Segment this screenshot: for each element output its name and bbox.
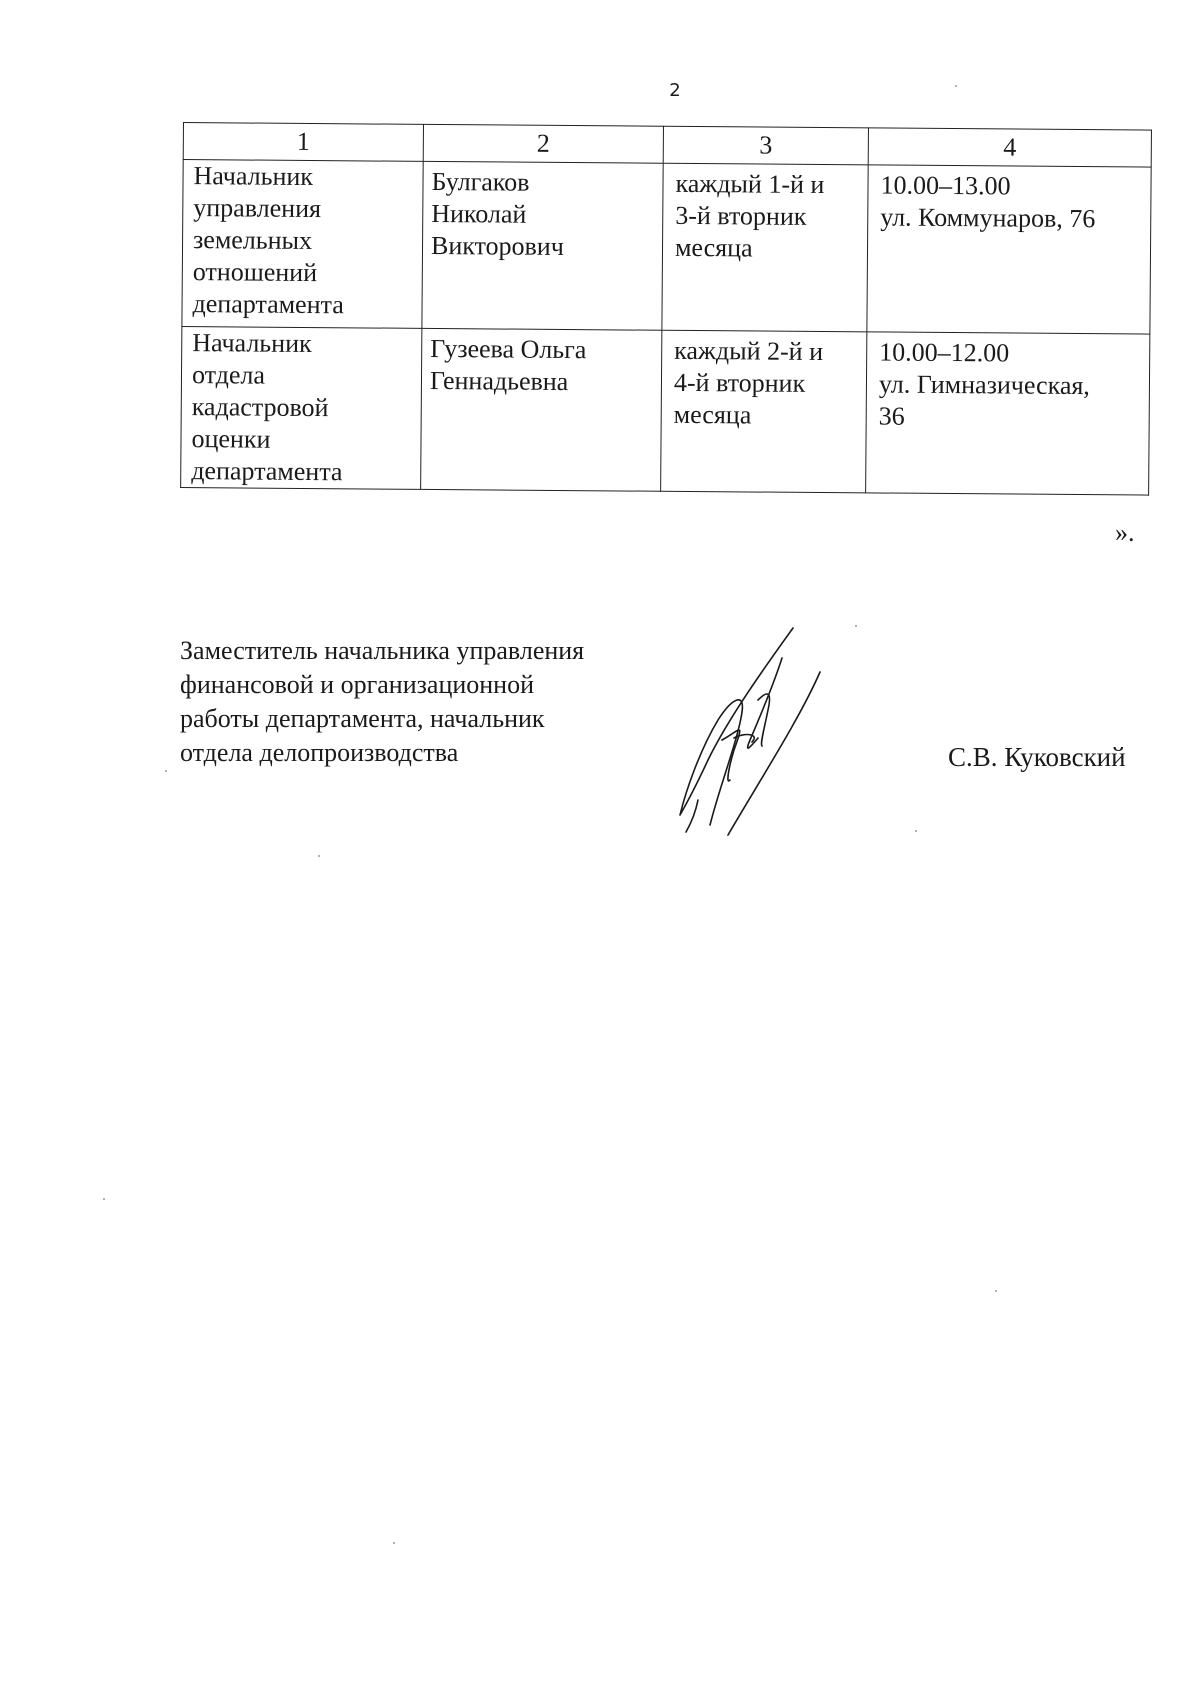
text-line: департамента bbox=[192, 289, 344, 320]
time-place-cell bbox=[867, 165, 1151, 334]
text-line: департамента bbox=[191, 456, 343, 487]
text-line: работы департамента, начальник bbox=[180, 704, 545, 733]
text-line: финансовой и организационной bbox=[180, 670, 535, 699]
scan-speck bbox=[393, 1542, 395, 1544]
text-line: Гузеева Ольга bbox=[430, 333, 587, 365]
scan-speck bbox=[103, 1198, 105, 1200]
scan-speck bbox=[318, 855, 320, 857]
scan-speck bbox=[165, 770, 167, 772]
time-place-cell bbox=[866, 332, 1150, 495]
scan-speck bbox=[915, 830, 917, 832]
table-row bbox=[182, 160, 1151, 335]
text-line: каждый 1-й и bbox=[675, 168, 825, 200]
text-line: управления bbox=[193, 193, 322, 224]
text-line: ул. Гимназическая, bbox=[878, 369, 1090, 401]
text-line: 3-й вторник bbox=[675, 200, 807, 231]
text-line: 36 bbox=[878, 401, 905, 431]
scan-speck bbox=[855, 625, 857, 627]
text-line: отдела bbox=[191, 360, 266, 390]
text-line: отношений bbox=[192, 257, 318, 288]
text-line: 4-й вторник bbox=[673, 367, 806, 398]
table-row bbox=[181, 326, 1150, 495]
signer-title bbox=[180, 634, 700, 770]
text-line: Булгаков bbox=[431, 166, 530, 197]
schedule-cell bbox=[661, 330, 867, 493]
text-line: месяца bbox=[673, 399, 752, 430]
handwritten-signature bbox=[650, 620, 880, 840]
text-line: земельных bbox=[192, 225, 313, 256]
name-cell bbox=[421, 328, 662, 491]
scan-speck bbox=[955, 85, 957, 87]
text-line: оценки bbox=[191, 424, 271, 454]
scan-speck bbox=[995, 1290, 997, 1292]
text-line: 10.00–13.00 bbox=[880, 170, 1011, 201]
column-number-2: 2 bbox=[423, 124, 663, 163]
text-line: Викторович bbox=[430, 230, 564, 261]
text-line: 10.00–12.00 bbox=[879, 337, 1010, 368]
schedule-cell bbox=[662, 163, 868, 332]
text-line: Начальник bbox=[193, 161, 314, 192]
text-line: отдела делопроизводства bbox=[180, 738, 459, 767]
text-line: ул. Коммунаров, 76 bbox=[880, 202, 1096, 234]
signer-name: С.В. Куковский bbox=[948, 742, 1126, 772]
text-line: месяца bbox=[674, 232, 753, 263]
column-number-1: 1 bbox=[183, 123, 423, 162]
position-cell bbox=[182, 160, 423, 329]
reception-schedule-table bbox=[180, 122, 1152, 496]
column-number-4: 4 bbox=[868, 128, 1151, 167]
column-number-3: 3 bbox=[663, 126, 868, 165]
text-line: Заместитель начальника управления bbox=[180, 636, 585, 665]
text-line: Начальник bbox=[192, 328, 312, 359]
name-cell bbox=[422, 161, 663, 330]
text-line: кадастровой bbox=[191, 392, 329, 423]
closing-quote: ». bbox=[1115, 518, 1135, 547]
text-line: Геннадьевна bbox=[429, 365, 569, 397]
text-line: каждый 2-й и bbox=[674, 335, 824, 367]
page-number: 2 bbox=[669, 80, 681, 101]
position-cell bbox=[181, 326, 422, 489]
text-line: Николай bbox=[431, 198, 527, 229]
